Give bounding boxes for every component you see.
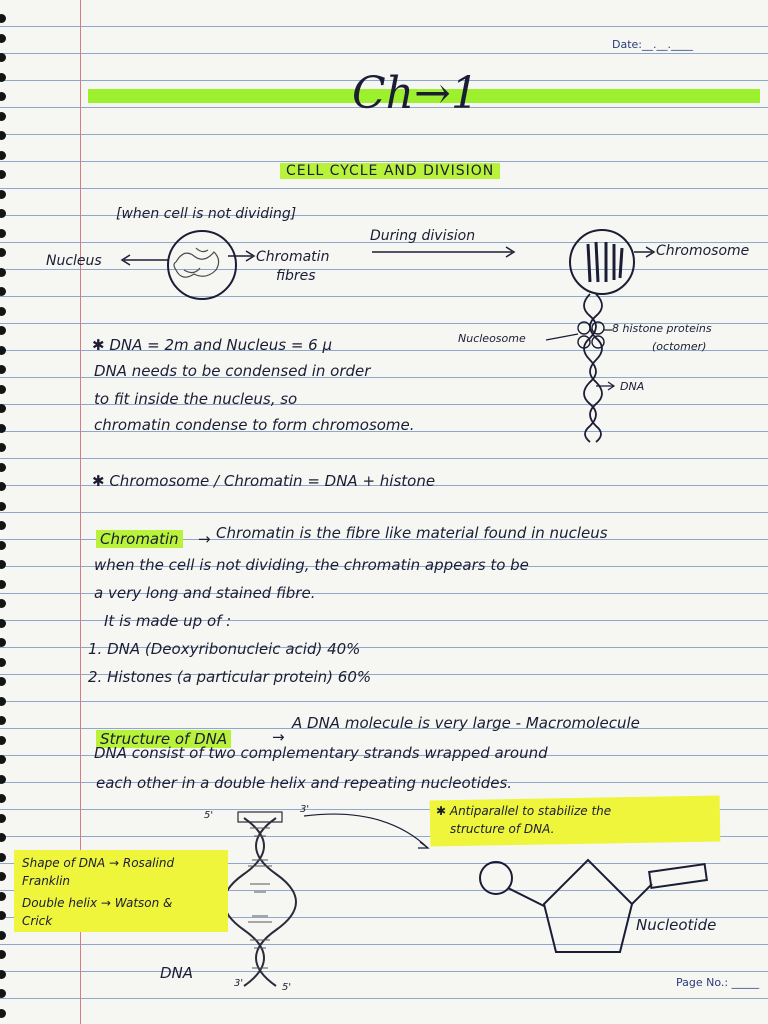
binding-hole: [0, 502, 6, 511]
antiparallel-line-2: structure of DNA.: [450, 822, 555, 836]
sugar-pentagon: [544, 860, 632, 952]
five-prime-top: 5': [204, 810, 214, 821]
binding-hole: [0, 365, 6, 374]
chromosome-circle: [570, 230, 634, 294]
binding-hole: [0, 853, 6, 862]
binding-hole: [0, 599, 6, 608]
dna-line-2: DNA consist of two complementary strands wrapped around: [94, 744, 548, 762]
chromatin-arrow: →: [198, 530, 211, 548]
binding-hole: [0, 892, 6, 901]
chromatin-line-1: Chromatin is the fibre like material found in nucleus: [216, 524, 608, 542]
binding-hole: [0, 989, 6, 998]
fibres-label: fibres: [276, 268, 316, 284]
history-line-1: Shape of DNA → Rosalind: [22, 856, 175, 870]
chromatin-line-3: a very long and stained fibre.: [94, 584, 316, 602]
chromatin-label: Chromatin: [256, 249, 330, 265]
binding-hole: [0, 73, 6, 82]
dna-line-3: each other in a double helix and repeating nucleotides.: [96, 774, 513, 792]
chromatin-line-4: It is made up of :: [104, 612, 232, 630]
octomer-label: (octomer): [652, 340, 707, 353]
dna-arrow: →: [272, 728, 285, 746]
histone-label: 8 histone proteins: [612, 322, 712, 335]
history-line-3: Double helix → Watson &: [22, 896, 173, 910]
binding-hole: [0, 580, 6, 589]
chapter-title: Ch→1: [352, 68, 479, 119]
binding-hole: [0, 833, 6, 842]
nucleosome-label: Nucleosome: [458, 332, 526, 345]
binding-hole: [0, 248, 6, 257]
dna-line-1: A DNA molecule is very large - Macromolecule: [292, 714, 640, 732]
note-line-2: DNA needs to be condensed in order: [94, 362, 371, 380]
five-prime-bottom: 5': [282, 982, 292, 993]
binding-hole: [0, 268, 6, 277]
binding-hole: [0, 931, 6, 940]
binding-hole: [0, 736, 6, 745]
binding-hole: [0, 229, 6, 238]
chromatin-line-5: 1. DNA (Deoxyribonucleic acid) 40%: [88, 640, 361, 658]
binding-hole: [0, 404, 6, 413]
binding-hole: [0, 814, 6, 823]
three-prime-top: 3': [300, 804, 310, 815]
binding-holes: [0, 0, 10, 1024]
chromatin-scribble: [174, 248, 219, 277]
base-rectangle: [649, 864, 707, 888]
binding-hole: [0, 287, 6, 296]
binding-hole: [0, 755, 6, 764]
binding-hole: [0, 619, 6, 628]
binding-hole: [0, 170, 6, 179]
during-division-label: During division: [370, 228, 476, 244]
dna-label-top: DNA: [620, 380, 645, 393]
nucleus-circle: [168, 231, 236, 299]
chromosome-label: Chromosome: [656, 243, 750, 259]
binding-hole: [0, 385, 6, 394]
binding-hole: [0, 716, 6, 725]
binding-hole: [0, 346, 6, 355]
note-line-4: chromatin condense to form chromosome.: [94, 416, 415, 434]
binding-hole: [0, 697, 6, 706]
antiparallel-line-1: ✱ Antiparallel to stabilize the: [436, 804, 612, 818]
binding-hole: [0, 424, 6, 433]
binding-hole: [0, 658, 6, 667]
phosphate-circle: [480, 862, 512, 894]
binding-hole: [0, 775, 6, 784]
dna-helix-label: DNA: [160, 964, 194, 982]
binding-hole: [0, 677, 6, 686]
binding-hole: [0, 560, 6, 569]
binding-hole: [0, 151, 6, 160]
binding-hole: [0, 326, 6, 335]
note-line-3: to fit inside the nucleus, so: [94, 390, 298, 408]
binding-hole: [0, 92, 6, 101]
nucleus-label: Nucleus: [46, 253, 102, 269]
binding-hole: [0, 34, 6, 43]
binding-hole: [0, 209, 6, 218]
binding-hole: [0, 638, 6, 647]
note-line-1: ✱ DNA = 2m and Nucleus = 6 μ: [92, 336, 333, 354]
binding-hole: [0, 872, 6, 881]
not-dividing-note: [when cell is not dividing]: [116, 206, 297, 222]
chromatin-heading: Chromatin: [96, 530, 183, 548]
binding-hole: [0, 911, 6, 920]
binding-hole: [0, 950, 6, 959]
binding-hole: [0, 443, 6, 452]
history-line-2: Franklin: [22, 874, 71, 888]
binding-hole: [0, 112, 6, 121]
binding-hole: [0, 521, 6, 530]
page-number-label: Page No.: _____: [676, 976, 760, 989]
binding-hole: [0, 131, 6, 140]
chromatin-line-6: 2. Histones (a particular protein) 60%: [88, 668, 372, 686]
nucleotide-label: Nucleotide: [636, 916, 717, 934]
note-line-5: ✱ Chromosome / Chromatin = DNA + histone: [92, 472, 436, 490]
binding-hole: [0, 14, 6, 23]
binding-hole: [0, 190, 6, 199]
binding-hole: [0, 307, 6, 316]
binding-hole: [0, 794, 6, 803]
history-line-4: Crick: [22, 914, 53, 928]
date-label: Date:__.__.____: [612, 38, 693, 51]
binding-hole: [0, 541, 6, 550]
binding-hole: [0, 53, 6, 62]
chromatin-line-2: when the cell is not dividing, the chromatin appears to be: [94, 556, 529, 574]
dna-heading: Structure of DNA: [96, 730, 231, 748]
binding-hole: [0, 1009, 6, 1018]
binding-hole: [0, 970, 6, 979]
section-title: CELL CYCLE AND DIVISION: [280, 163, 500, 179]
binding-hole: [0, 482, 6, 491]
binding-hole: [0, 463, 6, 472]
three-prime-bottom: 3': [234, 978, 244, 989]
